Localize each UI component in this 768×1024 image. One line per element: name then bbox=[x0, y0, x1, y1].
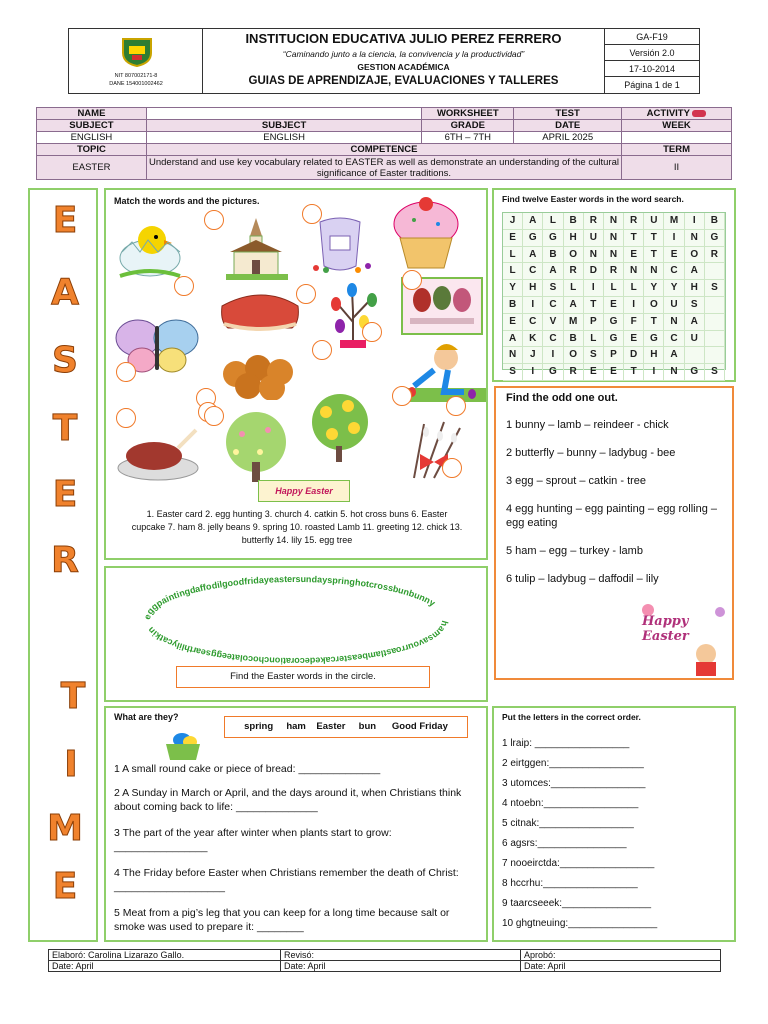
wordsearch-cell[interactable]: H bbox=[644, 347, 664, 364]
wordsearch-cell[interactable]: G bbox=[543, 230, 563, 247]
answer-circle[interactable] bbox=[116, 408, 136, 428]
wordsearch-cell[interactable]: N bbox=[584, 247, 604, 264]
document-title: GUIAS DE APRENDIZAJE, EVALUACIONES Y TALLERES bbox=[248, 75, 559, 87]
easter-time-banner bbox=[28, 188, 98, 942]
odd-title: Find the odd one out. bbox=[506, 392, 618, 404]
wordsearch-cell[interactable]: T bbox=[644, 230, 664, 247]
order-title: Put the letters in the correct order. bbox=[502, 712, 641, 722]
question: 3 The part of the year after winter when plants start to grow: ________________ bbox=[114, 827, 392, 853]
doc-page: Página 1 de 1 bbox=[624, 80, 680, 90]
match-word-list: 1. Easter card 2. egg hunting 3. church 4. catkin 5. hot cross buns 6. Easter cupcake 7. ham 8. jelly beans 9. spring 10. roasted Lamb 11. greeting 12. chick 13. butterfly 14. lily 15. egg tree bbox=[131, 509, 463, 545]
wordsearch-cell[interactable]: G bbox=[604, 331, 624, 348]
institution-motto: “Caminando junto a la ciencia, la convivencia y la productividad” bbox=[282, 49, 525, 59]
wordsearch-cell[interactable]: M bbox=[664, 213, 684, 230]
order-item[interactable]: 7 nooeirctda:_________________ bbox=[502, 858, 655, 869]
svg-text:hamsavourroastlambeastercakede bbox=[146, 620, 450, 666]
wordsearch-cell[interactable]: I bbox=[664, 230, 684, 247]
name-label: NAME bbox=[37, 108, 147, 120]
subject-value-2: ENGLISH bbox=[146, 132, 421, 144]
wordsearch-cell[interactable]: L bbox=[584, 331, 604, 348]
answer-circle[interactable] bbox=[392, 386, 412, 406]
letter-order-section bbox=[492, 706, 736, 942]
wordsearch-cell[interactable]: T bbox=[644, 247, 664, 264]
wordsearch-cell[interactable]: R bbox=[624, 213, 644, 230]
doc-date: 17-10-2014 bbox=[605, 61, 699, 77]
wordsearch-cell[interactable]: N bbox=[664, 314, 684, 331]
lily-flowers-picture bbox=[302, 392, 378, 464]
minus-badge-icon bbox=[692, 110, 706, 117]
answer-circle[interactable] bbox=[296, 284, 316, 304]
question: 5 Meat from a pig’s leg that you can keep for a long time because salt or smoke was used to prepare it: ________ bbox=[114, 907, 450, 933]
odd-one-out-section bbox=[494, 386, 734, 680]
what-title: What are they? bbox=[114, 712, 179, 722]
wordsearch-cell[interactable]: S bbox=[685, 297, 705, 314]
made-date: Date: April bbox=[49, 961, 281, 972]
wordsearch-cell[interactable]: L bbox=[604, 280, 624, 297]
answer-circle[interactable] bbox=[402, 270, 422, 290]
made-by: Elaboró: Carolina Lizarazo Gallo. bbox=[49, 950, 281, 961]
date-label: DATE bbox=[514, 120, 622, 132]
wordsearch-cell[interactable]: G bbox=[543, 364, 563, 381]
wordsearch-cell[interactable]: E bbox=[604, 364, 624, 381]
wordsearch-grid[interactable] bbox=[502, 212, 726, 378]
order-item[interactable]: 6 agsrs:________________ bbox=[502, 838, 627, 849]
wordsearch-cell[interactable]: C bbox=[523, 263, 543, 280]
wordsearch-cell[interactable]: L bbox=[564, 280, 584, 297]
wordsearch-cell[interactable]: E bbox=[604, 297, 624, 314]
wordsearch-cell[interactable] bbox=[705, 314, 725, 331]
wordsearch-cell[interactable]: J bbox=[503, 213, 523, 230]
order-item[interactable]: 10 ghgtneuing:________________ bbox=[502, 918, 658, 929]
wordsearch-cell[interactable]: F bbox=[624, 314, 644, 331]
banner-letter: E bbox=[52, 474, 78, 515]
wordsearch-cell[interactable]: N bbox=[503, 347, 523, 364]
header-title-cell bbox=[203, 29, 605, 93]
wordsearch-cell[interactable]: Y bbox=[503, 280, 523, 297]
grade-value: 6TH – 7TH bbox=[422, 132, 514, 144]
document-header bbox=[68, 28, 700, 94]
wordsearch-cell[interactable]: H bbox=[564, 230, 584, 247]
wordsearch-cell[interactable]: R bbox=[584, 213, 604, 230]
wordsearch-cell[interactable]: H bbox=[523, 280, 543, 297]
doc-code: GA-F19 bbox=[605, 29, 699, 45]
wordsearch-cell[interactable]: T bbox=[584, 297, 604, 314]
wordsearch-cell[interactable]: C bbox=[543, 331, 563, 348]
circle-text-bottom: hamsavourroastlambeastercakedecorationchocolateeggsearthlilycatkin bbox=[145, 619, 451, 667]
wordsearch-cell[interactable]: U bbox=[644, 213, 664, 230]
wordsearch-cell[interactable]: P bbox=[604, 347, 624, 364]
answer-circle[interactable] bbox=[116, 362, 136, 382]
wordsearch-cell[interactable]: I bbox=[644, 364, 664, 381]
wordsearch-cell[interactable]: M bbox=[564, 314, 584, 331]
worksheet-label: WORKSHEET bbox=[422, 108, 514, 120]
wordsearch-cell[interactable]: B bbox=[503, 297, 523, 314]
wordsearch-cell[interactable]: N bbox=[685, 230, 705, 247]
answer-circle[interactable] bbox=[302, 204, 322, 224]
odd-item: 2 butterfly – bunny – ladybug - bee bbox=[506, 447, 676, 459]
wordsearch-cell[interactable]: I bbox=[584, 280, 604, 297]
wordsearch-cell[interactable]: B bbox=[705, 213, 725, 230]
wordsearch-cell[interactable]: L bbox=[624, 280, 644, 297]
roasted-lamb-picture bbox=[114, 422, 200, 482]
term-label: TERM bbox=[622, 144, 732, 156]
logo-cell bbox=[69, 29, 203, 93]
wordsearch-cell[interactable]: G bbox=[705, 230, 725, 247]
wordsearch-cell[interactable]: E bbox=[664, 247, 684, 264]
wordsearch-cell[interactable]: R bbox=[705, 247, 725, 264]
footer-table bbox=[48, 949, 721, 972]
reviewed-date: Date: April bbox=[281, 961, 521, 972]
circle-puzzle-section bbox=[104, 566, 488, 702]
wordsearch-cell[interactable]: S bbox=[503, 364, 523, 381]
wordsearch-cell[interactable]: E bbox=[584, 364, 604, 381]
wordsearch-cell[interactable]: T bbox=[624, 364, 644, 381]
wordsearch-cell[interactable]: L bbox=[503, 247, 523, 264]
order-item[interactable]: 8 hccrhu:_________________ bbox=[502, 878, 638, 889]
wordsearch-cell[interactable]: S bbox=[584, 347, 604, 364]
svg-text:eggpaintingdaffodilgoodfridaye bbox=[142, 574, 437, 620]
order-item[interactable]: 1 lraip: _________________ bbox=[502, 738, 630, 749]
topic-value: EASTER bbox=[37, 156, 147, 180]
match-title: Match the words and the pictures. bbox=[114, 196, 260, 206]
wordsearch-cell[interactable]: E bbox=[503, 314, 523, 331]
topic-label: TOPIC bbox=[37, 144, 147, 156]
grade-label: GRADE bbox=[422, 120, 514, 132]
subject-label-2: SUBJECT bbox=[146, 120, 421, 132]
wordsearch-cell[interactable]: R bbox=[604, 263, 624, 280]
week-value[interactable] bbox=[622, 132, 732, 144]
wordsearch-cell[interactable]: N bbox=[644, 263, 664, 280]
date-value: APRIL 2025 bbox=[514, 132, 622, 144]
wordsearch-cell[interactable]: Y bbox=[664, 280, 684, 297]
wordsearch-cell[interactable]: I bbox=[523, 297, 543, 314]
wordsearch-cell[interactable]: G bbox=[523, 230, 543, 247]
chick-egg-picture bbox=[112, 210, 188, 280]
competence-value: Understand and use key vocabulary related to EASTER as well as demonstrate an understanding of the cultural significance of Easter traditions. bbox=[146, 156, 621, 180]
wordsearch-cell[interactable]: C bbox=[664, 263, 684, 280]
wordsearch-cell[interactable]: N bbox=[604, 230, 624, 247]
wordsearch-cell[interactable]: E bbox=[624, 247, 644, 264]
word-bank: spring ham Easter bun Good Friday bbox=[224, 716, 468, 738]
wordsearch-cell[interactable]: O bbox=[685, 247, 705, 264]
wordsearch-cell[interactable]: S bbox=[705, 364, 725, 381]
wordsearch-cell[interactable]: I bbox=[543, 347, 563, 364]
wordsearch-cell[interactable]: A bbox=[543, 263, 563, 280]
circle-instruction: Find the Easter words in the circle. bbox=[176, 666, 430, 688]
answer-circle[interactable] bbox=[204, 406, 224, 426]
banner-letter: T bbox=[60, 676, 86, 717]
wordsearch-cell[interactable]: J bbox=[523, 347, 543, 364]
banner-letter: T bbox=[52, 408, 78, 449]
wordsearch-cell[interactable] bbox=[705, 331, 725, 348]
easter-card-picture: Happy Easter bbox=[258, 480, 350, 502]
week-label: WEEK bbox=[622, 120, 732, 132]
test-label: TEST bbox=[514, 108, 622, 120]
wordsearch-cell[interactable]: B bbox=[564, 213, 584, 230]
wordsearch-cell[interactable]: S bbox=[705, 280, 725, 297]
order-item[interactable]: 4 ntoebn:_________________ bbox=[502, 798, 639, 809]
wordsearch-cell[interactable]: E bbox=[503, 230, 523, 247]
dane-text: DANE 154001002462 bbox=[109, 81, 163, 87]
wordsearch-cell[interactable]: E bbox=[624, 331, 644, 348]
catkin-picture bbox=[394, 418, 478, 482]
hot-cross-buns-picture bbox=[220, 346, 304, 400]
nit-text: NIT 807002171-8 bbox=[114, 73, 158, 79]
banner-letter: M bbox=[47, 808, 83, 849]
wordsearch-cell[interactable]: S bbox=[543, 280, 563, 297]
what-are-they-section bbox=[104, 706, 488, 942]
wordsearch-cell[interactable]: V bbox=[543, 314, 563, 331]
approved-date: Date: April bbox=[521, 961, 721, 972]
answer-circle[interactable] bbox=[362, 322, 382, 342]
wordsearch-cell[interactable]: A bbox=[503, 331, 523, 348]
match-section bbox=[104, 188, 488, 560]
doc-version: Versión 2.0 bbox=[605, 45, 699, 61]
subject-label: SUBJECT bbox=[37, 120, 147, 132]
ham-picture bbox=[218, 286, 302, 334]
banner-letter: E bbox=[52, 866, 78, 907]
odd-item: 3 egg – sprout – catkin - tree bbox=[506, 475, 647, 487]
competence-label: COMPETENCE bbox=[146, 144, 621, 156]
order-item[interactable]: 2 eirtggen:_________________ bbox=[502, 758, 644, 769]
wordsearch-cell[interactable]: H bbox=[685, 280, 705, 297]
banner-letter: I bbox=[64, 744, 78, 785]
wordsearch-cell[interactable]: B bbox=[564, 331, 584, 348]
subject-value: ENGLISH bbox=[37, 132, 147, 144]
wordsearch-cell[interactable] bbox=[705, 347, 725, 364]
wordsearch-cell[interactable]: O bbox=[564, 347, 584, 364]
circle-text-top: eggpaintingdaffodilgoodfridayeastersundayspringhotcrossbunbunny bbox=[141, 573, 437, 621]
wordsearch-cell[interactable]: C bbox=[523, 314, 543, 331]
institution-name: INSTITUCION EDUCATIVA JULIO PEREZ FERRERO bbox=[245, 31, 562, 46]
answer-circle[interactable] bbox=[442, 458, 462, 478]
odd-item: 6 tulip – ladybug – daffodil – lily bbox=[506, 573, 659, 585]
wordsearch-cell[interactable]: D bbox=[624, 347, 644, 364]
wordsearch-cell[interactable]: U bbox=[584, 230, 604, 247]
spring-tree-picture bbox=[212, 412, 300, 484]
banner-letter: A bbox=[51, 272, 79, 313]
wordsearch-cell[interactable]: C bbox=[664, 331, 684, 348]
odd-item: 4 egg hunting – egg painting – egg rolling – egg eating bbox=[506, 503, 718, 529]
wordsearch-cell[interactable]: K bbox=[523, 331, 543, 348]
question: 4 The Friday before Easter when Christians remember the death of Christ: ___________________ bbox=[114, 867, 459, 893]
wordsearch-cell[interactable]: A bbox=[523, 213, 543, 230]
odd-item: 1 bunny – lamb – reindeer - chick bbox=[506, 419, 669, 431]
cupcake-picture bbox=[386, 194, 466, 272]
wordsearch-cell[interactable]: A bbox=[523, 247, 543, 264]
banner-letter: E bbox=[52, 200, 78, 241]
question: 1 A small round cake or piece of bread: ______________ bbox=[114, 763, 381, 775]
wordsearch-cell[interactable] bbox=[685, 347, 705, 364]
wordsearch-cell[interactable]: A bbox=[685, 314, 705, 331]
wordsearch-cell[interactable]: A bbox=[685, 263, 705, 280]
wordsearch-cell[interactable]: D bbox=[584, 263, 604, 280]
wordsearch-cell[interactable]: O bbox=[564, 247, 584, 264]
wordsearch-cell[interactable]: T bbox=[624, 230, 644, 247]
activity-label-text: ACTIVITY bbox=[646, 108, 690, 119]
wordsearch-cell[interactable]: U bbox=[664, 297, 684, 314]
wordsearch-cell[interactable]: L bbox=[503, 263, 523, 280]
wordsearch-cell[interactable]: Y bbox=[644, 280, 664, 297]
wordsearch-cell[interactable]: R bbox=[564, 263, 584, 280]
answer-circle[interactable] bbox=[204, 210, 224, 230]
wordsearch-cell[interactable]: L bbox=[543, 213, 563, 230]
wordsearch-cell[interactable]: G bbox=[644, 331, 664, 348]
wordsearch-cell[interactable]: R bbox=[564, 364, 584, 381]
church-picture bbox=[226, 216, 288, 282]
wordsearch-cell[interactable] bbox=[705, 263, 725, 280]
department-name: GESTION ACADÉMICA bbox=[357, 62, 450, 72]
wordsearch-cell[interactable]: N bbox=[664, 364, 684, 381]
student-info-table bbox=[36, 107, 732, 180]
wordsearch-cell[interactable]: N bbox=[604, 247, 624, 264]
wordsearch-cell[interactable]: N bbox=[604, 213, 624, 230]
wordsearch-cell[interactable]: A bbox=[664, 347, 684, 364]
wordsearch-cell[interactable]: I bbox=[685, 213, 705, 230]
wordsearch-cell[interactable]: N bbox=[624, 263, 644, 280]
answer-circle[interactable] bbox=[312, 340, 332, 360]
happy-easter-card-text: Happy Easter bbox=[642, 614, 689, 644]
order-item[interactable]: 5 citnak:_________________ bbox=[502, 818, 634, 829]
wordsearch-cell[interactable]: P bbox=[584, 314, 604, 331]
activity-label bbox=[622, 108, 732, 120]
reviewed-by: Revisó: bbox=[281, 950, 521, 961]
order-item[interactable]: 3 utomces:_________________ bbox=[502, 778, 646, 789]
order-item[interactable]: 9 taarcseeek:________________ bbox=[502, 898, 652, 909]
wordsearch-cell[interactable]: C bbox=[543, 297, 563, 314]
wordsearch-cell[interactable]: T bbox=[644, 314, 664, 331]
wordsearch-cell[interactable]: O bbox=[644, 297, 664, 314]
wordsearch-cell[interactable]: G bbox=[604, 314, 624, 331]
easter-basket-icon bbox=[164, 728, 202, 762]
school-shield-icon bbox=[121, 37, 153, 67]
document-code-cell bbox=[605, 29, 699, 93]
name-field[interactable] bbox=[146, 108, 421, 120]
odd-item: 5 ham – egg – turkey - lamb bbox=[506, 545, 643, 557]
wordsearch-title: Find twelve Easter words in the word search. bbox=[502, 194, 684, 204]
answer-circle[interactable] bbox=[446, 396, 466, 416]
term-value: II bbox=[622, 156, 732, 180]
wordsearch-cell[interactable]: B bbox=[543, 247, 563, 264]
wordsearch-cell[interactable]: I bbox=[523, 364, 543, 381]
answer-circle[interactable] bbox=[174, 276, 194, 296]
wordsearch-cell[interactable] bbox=[705, 297, 725, 314]
banner-letter: R bbox=[51, 540, 79, 581]
banner-letter: S bbox=[52, 340, 78, 381]
approved-by: Aprobó: bbox=[521, 950, 721, 961]
question: 2 A Sunday in March or April, and the days around it, when Christians think about coming back to life: ______________ bbox=[114, 787, 462, 813]
wordsearch-cell[interactable]: A bbox=[564, 297, 584, 314]
wordsearch-cell[interactable]: I bbox=[624, 297, 644, 314]
wordsearch-cell[interactable]: U bbox=[685, 331, 705, 348]
wordsearch-cell[interactable]: G bbox=[685, 364, 705, 381]
